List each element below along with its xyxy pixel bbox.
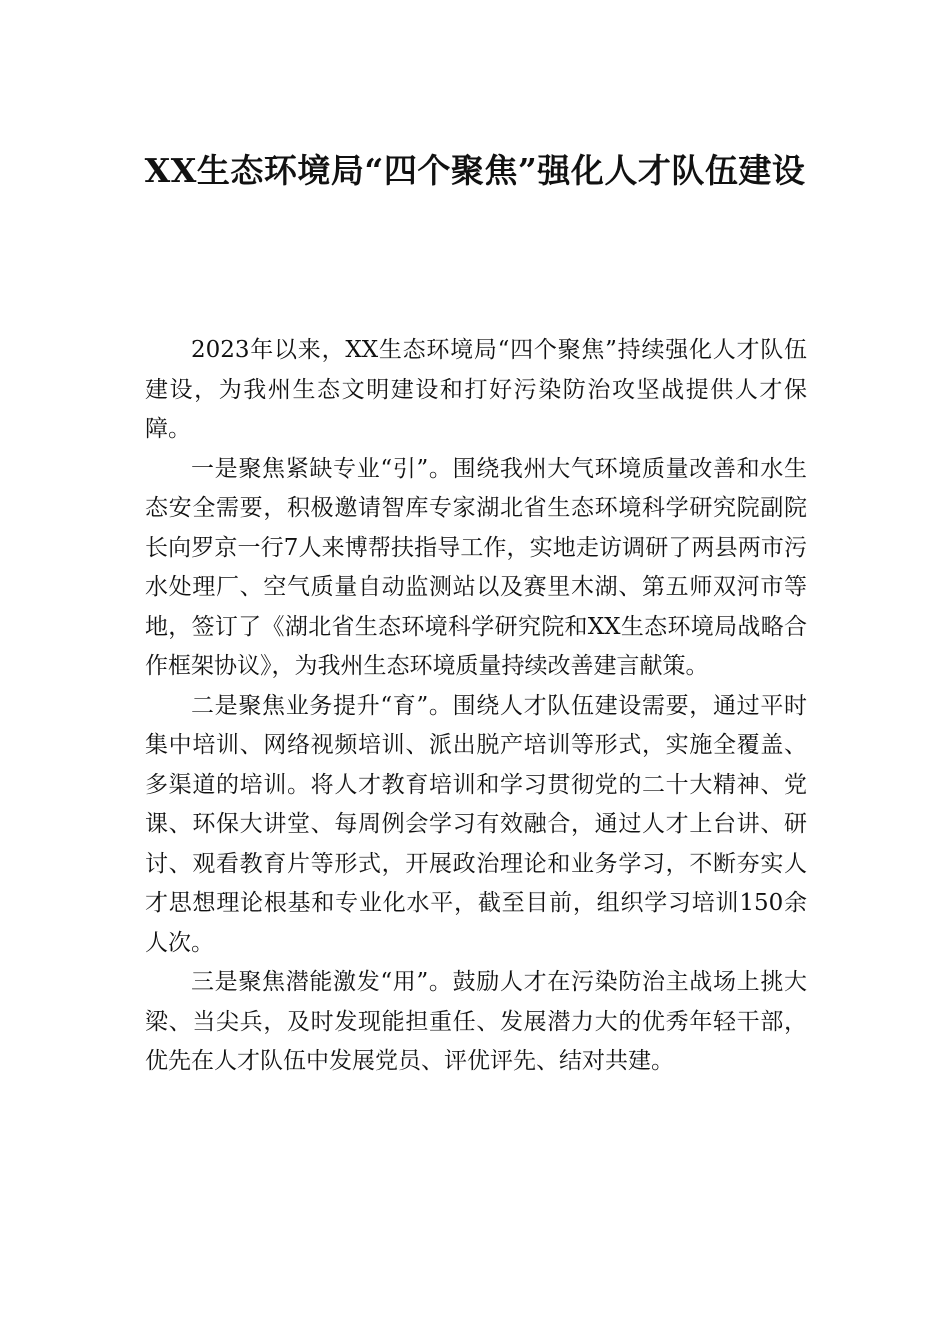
- paragraph-talent-training: 二是聚焦业务提升“育”。围绕人才队伍建设需要，通过平时集中培训、网络视频培训、派出脱产培训等形式，实施全覆盖、多渠道的培训。将人才教育培训和学习贯彻党的二十大精神、党课、环保大讲堂、每周例会学习有效融合，通过人才上台讲、研讨、观看教育片等形式，开展政治理论和业务学习，不断夯实人才思想理论根基和专业化水平，截至目前，组织学习培训150余人次。: [145, 692, 807, 956]
- document-body: [145, 331, 807, 1082]
- intro-paragraph: 2023年以来，XX生态环境局“四个聚焦”持续强化人才队伍建设，为我州生态文明建设和打好污染防治攻坚战提供人才保障。: [145, 337, 807, 442]
- paragraph-talent-introduction: 一是聚焦紧缺专业“引”。围绕我州大气环境质量改善和水生态安全需要，积极邀请智库专家湖北省生态环境科学研究院副院长向罗京一行7人来博帮扶指导工作，实地走访调研了两县两市污水处理厂、空气质量自动监测站以及赛里木湖、第五师双河市等地，签订了《湖北省生态环境科学研究院和XX生态环境局战略合作框架协议》，为我州生态环境质量持续改善建言献策。: [145, 455, 807, 679]
- paragraph-talent-utilization: 三是聚焦潜能激发“用”。鼓励人才在污染防治主战场上挑大梁、当尖兵，及时发现能担重任、发展潜力大的优秀年轻干部，优先在人才队伍中发展党员、评优评先、结对共建。: [145, 969, 807, 1074]
- document-title: XX生态环境局“四个聚焦”强化人才队伍建设: [144, 151, 806, 190]
